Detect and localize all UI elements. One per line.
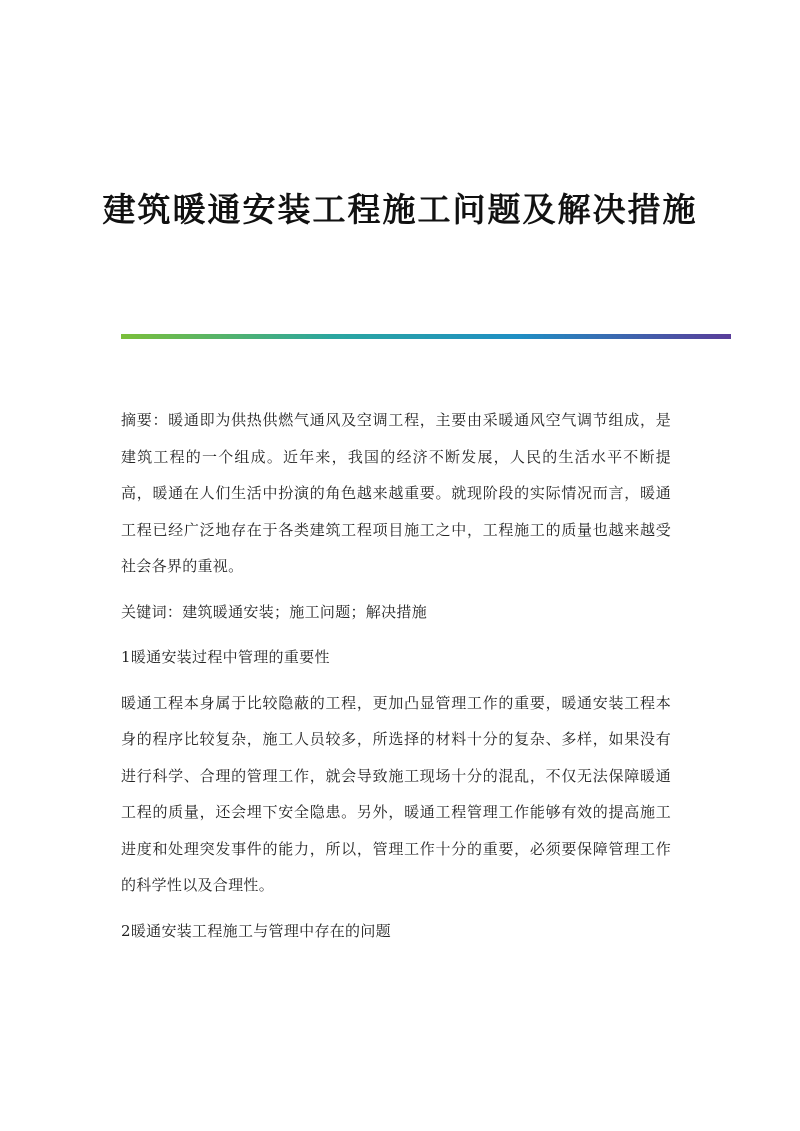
abstract-paragraph: 摘要：暖通即为供热供燃气通风及空调工程，主要由采暖通风空气调节组成，是建筑工程的一个组成。近年来，我国的经济不断发展，人民的生活水平不断提高，暖通在人们生活中扮演的角色越来越重要。就现阶段的实际情况而言，暖通工程已经广泛地存在于各类建筑工程项目施工之中，工程施工的质量也越来越受社会各界的重视。 [121,411,671,575]
section-1-paragraph: 暖通工程本身属于比较隐蔽的工程，更加凸显管理工作的重要，暖通安装工程本身的程序比较复杂，施工人员较多，所选择的材料十分的复杂、多样，如果没有进行科学、合理的管理工作，就会导致施工现场十分的混乱，不仅无法保障暖通工程的质量，还会埋下安全隐患。另外，暖通工程管理工作能够有效的提高施工进度和处理突发事件的能力，所以，管理工作十分的重要，必须要保障管理工作的科学性以及合理性。 [121,693,671,894]
document-body [121,402,671,958]
document-title: 建筑暖通安装工程施工问题及解决措施 [102,190,698,229]
section-2-heading: 2暖通安装工程施工与管理中存在的问题 [121,921,391,940]
section-1-heading: 1暖通安装过程中管理的重要性 [121,648,330,666]
keywords-line: 关键词：建筑暖通安装；施工问题；解决措施 [121,602,428,621]
title-divider [121,334,731,339]
